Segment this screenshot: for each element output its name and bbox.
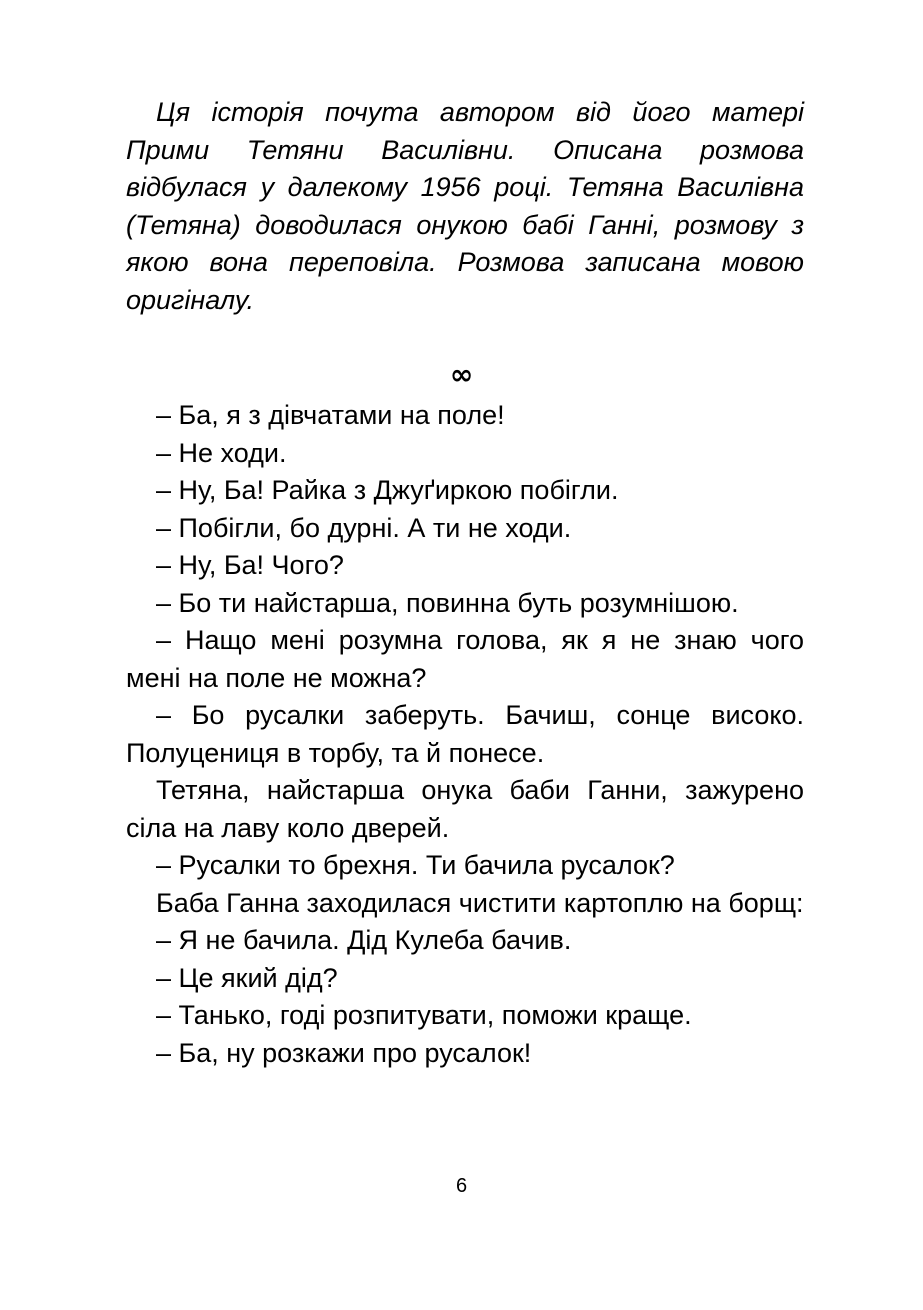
dialogue-line: – Ба, я з дівчатами на поле!: [156, 400, 505, 430]
dialogue-line: – Нащо мені розумна голова, як я не знаю чого мені на поле не можна?: [126, 625, 804, 693]
intro-paragraph: Ця історія почута автором від його матері Прими Тетяни Василівни. Описана розмова відбулася у далекому 1956 році. Тетяна Василівна (Тетяна) доводилася онукою бабі Ганні, розмову з якою вона переповіла. Розмова записана мовою оригіналу.: [126, 97, 804, 315]
dialogue-line: – Ну, Ба! Чого?: [156, 550, 344, 580]
dialogue-line: – Ба, ну розкажи про русалок!: [156, 1037, 532, 1068]
dialogue-line: – Не ходи.: [156, 437, 287, 468]
narration-line: Тетяна, найстарша онука баби Ганни, зажурено сіла на лаву коло дверей.: [126, 775, 804, 843]
dialogue-line: – Бо русалки заберуть. Бачиш, сонце високо. Полуцениця в торбу, та й понесе.: [126, 700, 804, 768]
section-separator: ∞: [449, 358, 474, 391]
dialogue-line: – Це який дід?: [156, 962, 338, 993]
page-number: 6: [455, 1175, 468, 1197]
dialogue-line: – Я не бачила. Дід Кулеба бачив.: [156, 925, 572, 955]
dialogue-line: – Бо ти найстарша, повинна буть розумнішою.: [156, 587, 739, 618]
dialogue-line: – Русалки то брехня. Ти бачила русалок?: [156, 850, 675, 880]
narration-line: Баба Ганна заходилася чистити картоплю на борщ:: [156, 887, 804, 918]
dialogue-line: – Танько, годі розпитувати, поможи краще.: [156, 1000, 692, 1030]
dialogue-line: – Побігли, бо дурні. А ти не ходи.: [156, 512, 572, 543]
dialogue-block: [126, 397, 804, 1072]
dialogue-line: – Ну, Ба! Райка з Джуґиркою побігли.: [156, 475, 619, 505]
